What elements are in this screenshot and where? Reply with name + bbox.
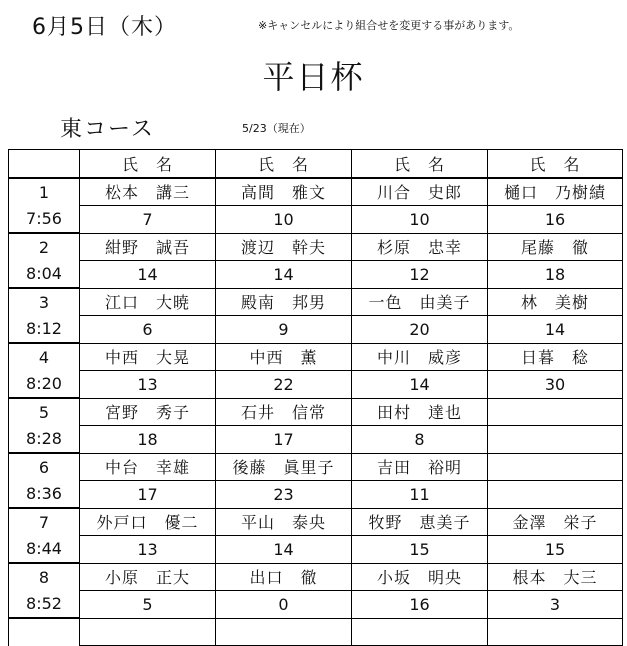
player-name: 金澤 栄子 (488, 508, 623, 536)
player-name: 江口 大暁 (80, 288, 216, 316)
group-handicap-row (9, 316, 623, 344)
player-handicap: 18 (488, 261, 623, 289)
player-name: 殿南 邦男 (216, 288, 352, 316)
player-name: 尾藤 徹 (488, 233, 623, 261)
player-handicap: 14 (216, 261, 352, 289)
player-handicap: 14 (216, 536, 352, 564)
player-handicap: 17 (216, 426, 352, 454)
player-name: 田村 達也 (352, 398, 488, 426)
player-handicap: 14 (352, 371, 488, 399)
player-handicap: 13 (80, 536, 216, 564)
player-handicap: 5 (80, 591, 216, 619)
player-handicap: 8 (352, 426, 488, 454)
group-number: 7 (9, 508, 80, 536)
group-handicap-row (9, 261, 623, 289)
player-name (488, 398, 623, 426)
group-name-row (9, 343, 623, 371)
player-handicap: 14 (488, 316, 623, 344)
player-name: 小原 正大 (80, 563, 216, 591)
group-number: 2 (9, 233, 80, 261)
as-of-date: 5/23（現在） (242, 122, 311, 135)
player-name: 根本 大三 (488, 563, 623, 591)
empty-cell (9, 618, 80, 646)
column-header: 氏 名 (352, 150, 488, 178)
player-handicap: 15 (352, 536, 488, 564)
group-handicap-row (9, 536, 623, 564)
group-handicap-row (9, 426, 623, 454)
empty-cell (80, 618, 216, 646)
group-number: 8 (9, 563, 80, 591)
player-name: 中川 威彦 (352, 343, 488, 371)
empty-cell (216, 618, 352, 646)
player-name: 中西 大晃 (80, 343, 216, 371)
group-number: 5 (9, 398, 80, 426)
group-name-row (9, 453, 623, 481)
player-name: 川合 史郎 (352, 178, 488, 206)
group-number: 1 (9, 178, 80, 206)
player-handicap: 18 (80, 426, 216, 454)
player-name: 一色 由美子 (352, 288, 488, 316)
player-handicap: 14 (80, 261, 216, 289)
player-handicap: 13 (80, 371, 216, 399)
player-handicap: 20 (352, 316, 488, 344)
group-name-row (9, 508, 623, 536)
group-handicap-row (9, 206, 623, 234)
tee-time: 8:20 (9, 371, 80, 399)
group-name-row (9, 563, 623, 591)
player-handicap: 12 (352, 261, 488, 289)
player-handicap: 10 (216, 206, 352, 234)
player-handicap: 23 (216, 481, 352, 509)
tee-time: 8:44 (9, 536, 80, 564)
player-handicap (488, 426, 623, 454)
column-header: 氏 名 (80, 150, 216, 178)
tee-time: 8:52 (9, 591, 80, 619)
group-handicap-row (9, 371, 623, 399)
player-name: 出口 徹 (216, 563, 352, 591)
player-name: 平山 泰央 (216, 508, 352, 536)
group-handicap-row (9, 591, 623, 619)
player-handicap: 6 (80, 316, 216, 344)
group-number: 3 (9, 288, 80, 316)
player-handicap: 16 (488, 206, 623, 234)
player-handicap: 9 (216, 316, 352, 344)
tee-time: 7:56 (9, 206, 80, 234)
player-handicap: 3 (488, 591, 623, 619)
group-number: 4 (9, 343, 80, 371)
player-handicap: 15 (488, 536, 623, 564)
tee-time: 8:36 (9, 481, 80, 509)
player-handicap: 16 (352, 591, 488, 619)
cancellation-note: ※キャンセルにより組合せを変更する事があります。 (258, 19, 520, 32)
player-name: 日暮 稔 (488, 343, 623, 371)
column-header: 氏 名 (216, 150, 352, 178)
empty-cell (352, 618, 488, 646)
player-name: 高間 雅文 (216, 178, 352, 206)
player-name: 宮野 秀子 (80, 398, 216, 426)
player-name: 中西 薫 (216, 343, 352, 371)
player-handicap: 11 (352, 481, 488, 509)
player-handicap: 7 (80, 206, 216, 234)
player-name: 松本 講三 (80, 178, 216, 206)
group-name-row (9, 398, 623, 426)
empty-cell (488, 618, 623, 646)
tee-time: 8:04 (9, 261, 80, 289)
pairing-table (8, 149, 623, 646)
group-name-row (9, 233, 623, 261)
group-number: 6 (9, 453, 80, 481)
player-handicap: 17 (80, 481, 216, 509)
group-handicap-row (9, 481, 623, 509)
player-name: 小坂 明央 (352, 563, 488, 591)
player-name: 紺野 誠吾 (80, 233, 216, 261)
player-handicap: 30 (488, 371, 623, 399)
event-title: 平日杯 (262, 58, 365, 96)
player-handicap (488, 481, 623, 509)
player-name (488, 453, 623, 481)
group-name-row (9, 178, 623, 206)
player-name: 牧野 恵美子 (352, 508, 488, 536)
header-row (9, 150, 623, 178)
player-name: 渡辺 幹夫 (216, 233, 352, 261)
player-handicap: 0 (216, 591, 352, 619)
player-name: 後藤 眞里子 (216, 453, 352, 481)
player-name: 樋口 乃樹績 (488, 178, 623, 206)
course-name: 東コース (60, 117, 155, 142)
player-name: 杉原 忠幸 (352, 233, 488, 261)
event-date: 6月5日（木） (32, 15, 177, 40)
tee-time: 8:28 (9, 426, 80, 454)
player-name: 吉田 裕明 (352, 453, 488, 481)
header-blank (9, 150, 80, 178)
player-name: 中台 幸雄 (80, 453, 216, 481)
tee-time: 8:12 (9, 316, 80, 344)
player-handicap: 10 (352, 206, 488, 234)
player-name: 石井 信常 (216, 398, 352, 426)
next-group-row (9, 618, 623, 646)
player-handicap: 22 (216, 371, 352, 399)
column-header: 氏 名 (488, 150, 623, 178)
player-name: 外戸口 優二 (80, 508, 216, 536)
player-name: 林 美樹 (488, 288, 623, 316)
group-name-row (9, 288, 623, 316)
